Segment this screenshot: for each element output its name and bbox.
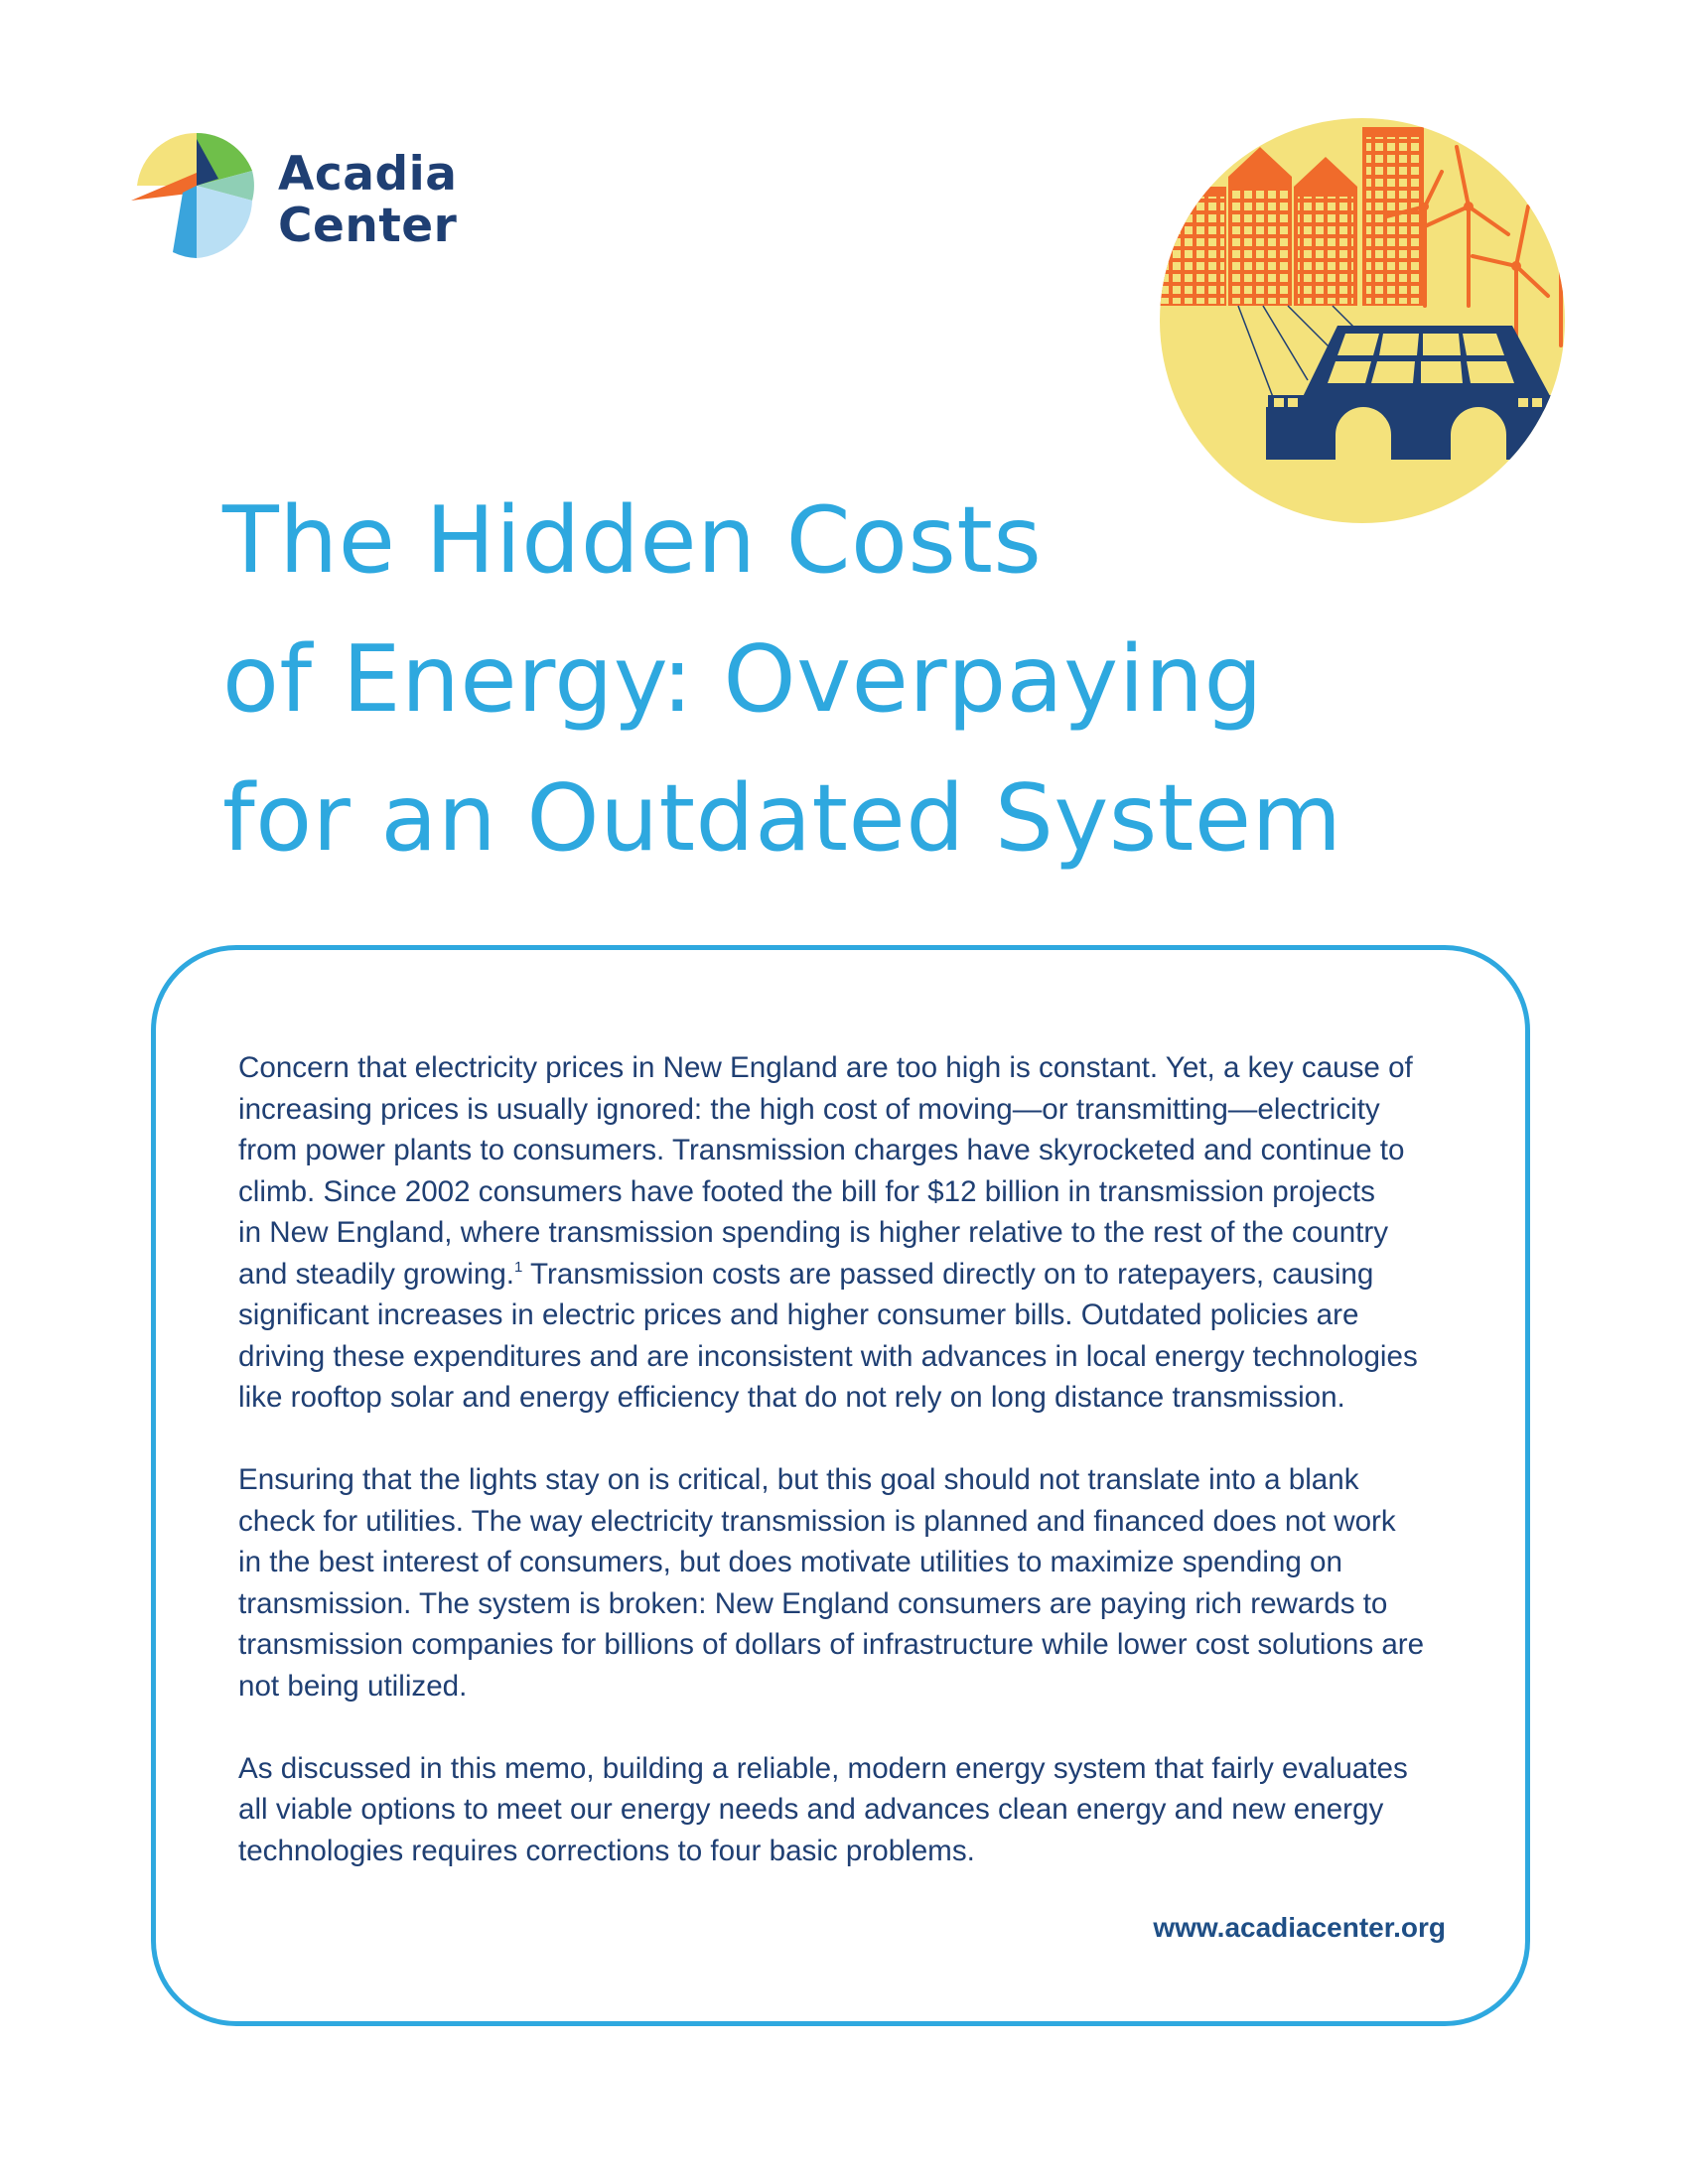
text-fragment: Transmission costs are passed directly on to ratepayers, causing <box>522 1257 1374 1291</box>
text-line: in New England, where transmission spending is higher relative to the rest of the country <box>238 1216 1389 1249</box>
text-line: climb. Since 2002 consumers have footed the bill for $12 billion in transmission projects <box>238 1174 1375 1208</box>
text-line: transmission. The system is broken: New England consumers are paying rich rewards to <box>238 1586 1388 1620</box>
text-line: transmission companies for billions of dollars of infrastructure while lower cost solutions are <box>238 1628 1425 1661</box>
text-line: driving these expenditures and are inconsistent with advances in local energy technologies <box>238 1339 1418 1373</box>
paragraph-2 <box>238 1459 1479 1706</box>
footnote-marker[interactable]: 1 <box>514 1258 523 1276</box>
logo-line-1: Acadia <box>278 147 458 202</box>
paragraph-3 <box>238 1748 1479 1872</box>
page-title <box>222 471 1434 887</box>
text-line: in the best interest of consumers, but does motivate utilities to maximize spending on <box>238 1546 1342 1578</box>
acadia-logo-icon <box>127 131 256 260</box>
title-line-3: for an Outdated System <box>222 764 1342 872</box>
text-line: Concern that electricity prices in New England are too high is constant. Yet, a key cause of <box>238 1051 1413 1084</box>
paragraph-1 <box>238 1047 1479 1419</box>
clean-energy-illustration-icon <box>1159 117 1566 524</box>
text-fragment: and steadily growing. <box>238 1257 515 1291</box>
text-line: Ensuring that the lights stay on is critical, but this goal should not translate into a blank <box>238 1463 1359 1496</box>
text-line: increasing prices is usually ignored: the high cost of moving—or transmitting—electricity <box>238 1092 1380 1126</box>
text-line: check for utilities. The way electricity transmission is planned and financed does not work <box>238 1504 1396 1538</box>
logo-line-2: Center <box>278 199 458 253</box>
acadia-center-logo[interactable] <box>127 131 465 260</box>
body-text <box>238 1047 1479 1913</box>
text-line-with-footnote <box>238 1254 1479 1296</box>
logo-wordmark <box>278 149 457 252</box>
text-line: from power plants to consumers. Transmission charges have skyrocketed and continue to <box>238 1134 1405 1166</box>
text-line: technologies requires corrections to four basic problems. <box>238 1834 975 1867</box>
title-line-1: The Hidden Costs <box>222 486 1043 594</box>
website-link[interactable]: www.acadiacenter.org <box>1153 1912 1446 1943</box>
text-line: like rooftop solar and energy efficiency that do not rely on long distance transmission. <box>238 1381 1345 1414</box>
text-line: As discussed in this memo, building a reliable, modern energy system that fairly evaluates <box>238 1751 1408 1785</box>
title-line-2: of Energy: Overpaying <box>222 625 1263 733</box>
text-line: not being utilized. <box>238 1669 468 1703</box>
text-line: all viable options to meet our energy needs and advances clean energy and new energy <box>238 1793 1384 1826</box>
text-line: significant increases in electric prices and higher consumer bills. Outdated policies are <box>238 1298 1359 1331</box>
